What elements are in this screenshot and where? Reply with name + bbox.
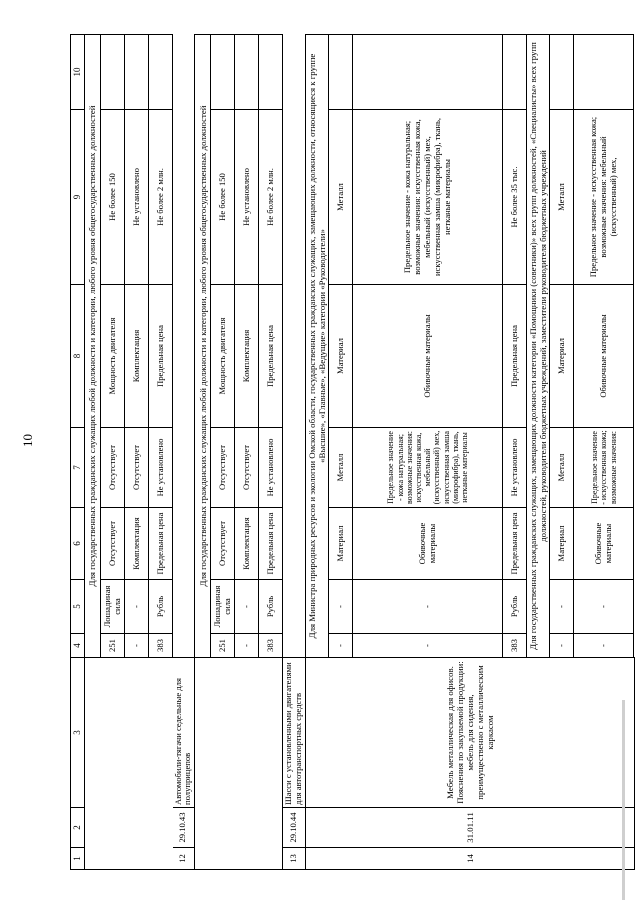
cell: Обивочные материалы — [353, 285, 503, 428]
cell: Предельное значение - искусственная кожа; возможные значения: мебельный (искусственный) мех, — [574, 110, 634, 285]
row-number: 13 — [283, 848, 306, 870]
cell: Предельное значение - кожа натуральная; возможные значения: искусственная кожа, мебельный (искусственный) мех, искусственная замша (микрофибра), ткань, нетканые материалы — [353, 428, 503, 508]
cell: Материал — [550, 508, 574, 580]
cell: Металл — [329, 110, 353, 285]
product-name: Шасси с установленными двигателями для автотранспортных средств — [283, 658, 306, 808]
cell: Предельное значение - искусственная кожа; возможные значения: — [574, 428, 634, 508]
okei-code: 383 — [149, 634, 173, 658]
cell: Не более 150 — [101, 110, 125, 285]
cell: Отсутствует — [211, 428, 235, 508]
cell: Отсутствует — [101, 428, 125, 508]
cell: Обивочные материалы — [574, 285, 634, 428]
cell: Предельная цена — [259, 508, 283, 580]
product-name: Мебель металлическая для офисов. Пояснения по закупаемой продукции: мебель для сидения, преимущественно с металлическим каркасом — [306, 658, 635, 808]
cell: Предельная цена — [503, 285, 527, 428]
cell: Не более 150 — [211, 110, 235, 285]
scan-edge-artifact — [622, 700, 625, 900]
unit-name: - — [550, 580, 574, 634]
cell: Не установлено — [259, 428, 283, 508]
okei-code: 383 — [259, 634, 283, 658]
cell: Обивочные материалы — [574, 508, 634, 580]
cell: Материал — [329, 508, 353, 580]
section-heading: Для государственных гражданских служащих любой должности и категории, любого уровня общегосударственных должностей — [195, 35, 211, 658]
okpd-code: 31.01.11 — [306, 808, 635, 848]
okei-code: - — [550, 634, 574, 658]
cell: Обивочные материалы — [353, 508, 503, 580]
cell: Не более 35 тыс. — [503, 110, 527, 285]
unit-name: Рубль — [149, 580, 173, 634]
cell: Материал — [550, 285, 574, 428]
cell: Комплектация — [235, 285, 259, 428]
cell: Не установлено — [235, 110, 259, 285]
cell: Не установлено — [125, 110, 149, 285]
section-heading: Для государственных гражданских служащих любой должности и категории, любого уровня общегосударственных должностей — [85, 35, 101, 658]
okei-code: - — [353, 634, 503, 658]
okpd-code: 29.10.44 — [283, 808, 306, 848]
section-heading: Для государственных гражданских служащих, замещающих должности категории «Помощники (советники)» всех групп должностей, «Специалисты» всех групп должностей, руководители бюджетных учреждений, заместители руководителя бюджетных учреждений — [527, 35, 550, 658]
cell: Не более 2 млн. — [259, 110, 283, 285]
okei-code: 251 — [101, 634, 125, 658]
unit-name: - — [574, 580, 634, 634]
cell: Мощность двигателя — [101, 285, 125, 428]
unit-name: Рубль — [503, 580, 527, 634]
unit-name: - — [125, 580, 149, 634]
okei-code: - — [235, 634, 259, 658]
cell: Предельное значение - кожа натуральная; возможные значения: искусственная кожа, мебельный (искусственный) мех, искусственная замша (микрофибра), ткань, нетканые материалы — [353, 110, 503, 285]
okei-code: 251 — [211, 634, 235, 658]
cell: Комплектация — [125, 285, 149, 428]
cell: Мощность двигателя — [211, 285, 235, 428]
header-col-1: 1 — [71, 848, 85, 870]
row-number: 14 — [306, 848, 635, 870]
header-col-9: 9 — [71, 110, 85, 285]
cell: Не установлено — [503, 428, 527, 508]
cell: Предельная цена — [503, 508, 527, 580]
cell: Комплектация — [125, 508, 149, 580]
header-col-8: 8 — [71, 285, 85, 428]
header-col-6: 6 — [71, 508, 85, 580]
cell: Металл — [550, 110, 574, 285]
unit-name: - — [329, 580, 353, 634]
cell: Предельная цена — [259, 285, 283, 428]
cell: Не более 2 млн. — [149, 110, 173, 285]
unit-name: - — [353, 580, 503, 634]
header-col-10: 10 — [71, 35, 85, 110]
cell: Отсутствует — [125, 428, 149, 508]
cell: Отсутствует — [235, 428, 259, 508]
okei-code: - — [574, 634, 634, 658]
header-col-2: 2 — [71, 808, 85, 848]
cell: Материал — [329, 285, 353, 428]
row-number: 12 — [173, 848, 195, 870]
cell: Не установлено — [149, 428, 173, 508]
header-col-4: 4 — [71, 634, 85, 658]
cell: Предельная цена — [149, 508, 173, 580]
cell: Комплектация — [235, 508, 259, 580]
cell: Отсутствует — [211, 508, 235, 580]
unit-name: Лошадиная сила — [211, 580, 235, 634]
unit-name: Рубль — [259, 580, 283, 634]
cell: Металл — [329, 428, 353, 508]
unit-name: Лошадиная сила — [101, 580, 125, 634]
okei-code: 383 — [503, 634, 527, 658]
rotated-table-container — [70, 35, 618, 870]
header-col-5: 5 — [71, 580, 85, 634]
header-col-3: 3 — [71, 658, 85, 808]
header-row — [71, 35, 85, 870]
page-number: 10 — [20, 434, 35, 447]
spec-table — [70, 34, 635, 870]
product-name: Автомобили-тягачи седельные для полуприцепов — [173, 658, 195, 808]
okei-code: - — [329, 634, 353, 658]
header-col-7: 7 — [71, 428, 85, 508]
okei-code: - — [125, 634, 149, 658]
unit-name: - — [235, 580, 259, 634]
cell: Предельная цена — [149, 285, 173, 428]
cell: Металл — [550, 428, 574, 508]
section-heading: Для Министра природных ресурсов и экологии Омской области, государственных гражданских служащих, замещающих должности, относящиеся к группе «Высшие», «Главные», «Ведущие» категории «Руководители» — [306, 35, 329, 658]
cell: Отсутствует — [101, 508, 125, 580]
okpd-code: 29.10.43 — [173, 808, 195, 848]
